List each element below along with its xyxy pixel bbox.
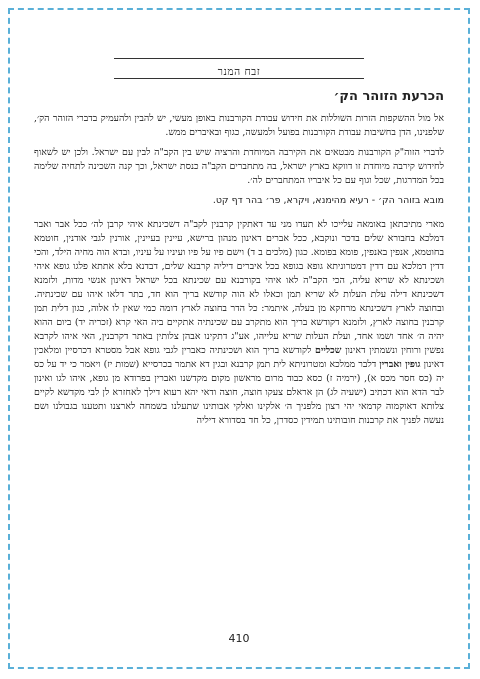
page-frame (8, 8, 470, 669)
section-title: הכרעת הזוהר הק׳ (333, 89, 444, 104)
paragraph-intro: אל מול ההשקפות הזרות השוללות את חידוש עבודת הקורבנות באופן מעשי, יש להבין ולהעמיק בדברי הזוהר הק׳, שלפנינו, הדן בחשיבות עבודת הקורבנות בפועל ולמעשה, כגוף ובאיברים ממש. (34, 113, 444, 138)
page-number: 410 (228, 632, 250, 645)
main-content (34, 90, 444, 434)
header-rule-top (114, 58, 364, 59)
zohar-quote-bold-2: גופין ואברין (379, 359, 421, 370)
zohar-quote-text-3: דלבר ממלכא ומטרוניתא לית תמן קרבנא ובגין דא אתמר בכרסייא (שמות יז) ויאמר כי יד על כס יה (כס חסר מכס א), (ירמיה ז) כסא כבוד מרום מראשון מקום מקדשנו ואברין בפרודא מן גופא, איהו לגו ואינון לבר הדא הוא דכתיב (ישעיה לג) הן אראלם צעקו חוצה, חוצה ודאי יהא רעוא דילך לאחזרא לן לבי מקדשא לקיים צלותא דאוקמוה קדמאי יהי רצון מלפניך ה׳ אלקינו ואלקי אבותינו שתעלנו בשמחה לארצנו ותטענו בגבולנו ושם נעשה לפניך את קרבנות חובותינו תמידין כסדרן, כל חד בסדורא דיליה (34, 359, 444, 426)
zohar-quote-text-2: לקודשא בריך הוא ושכינתיה כאברין לגבי גופא אבל מסטרא דכרסיין ומלאכין דאינון (34, 345, 445, 370)
running-head-text: זבח המנר (217, 66, 261, 78)
paragraph-explanation: לדברי הזוה"ק הקורבנות מבטאים את הקירבה המיוחדת והרציה שיש בין הקב"ה לבין עם ישראל. ולכן יש לשאוף לחידוש קירבה מיוחדת זו דווקא בארץ ישראל, בה מתחברים הקב"ה כנסת ישראל, וכך קנה השכינה לתחיה שלימה בכל המדרגות, שכל וגוף עם כל איבריו המתחברים לה׳. (34, 147, 444, 186)
header-rule-bottom (114, 78, 364, 79)
zohar-quote-bold-1: שכליים (315, 345, 342, 356)
zohar-quote-text-1: מארי מתיבתאן באומאה עלייכו לא תעדו מני עד דאתקין קרבנין לקב"ה דשכינתא איהי קרבן לה׳ ככל אבר ואבר דמלכא בחבורא שלים בדכר ונוקבא, ככל אברים דאינון מנהון ברישא, עיינין בעיינין, אורנין לגבי אודנין, חוטמא בחוטמא, אנפין באנפין, פומא בפומא. כגון (מלכים ב ד) וישם פיו על פיו ועיניו על עיניו, ובדא הוה מחיה הילד, והכי דדין דמלכא עם דדין דמטרוניתא גופא בגופא בכל איברים דיליה קרבנא שלים, דבדנא בלא אתתא פלגו גופא איהי ושכינתא לא שריא עליה, הכי הקב"ה לאו איהי בקורבנא עם שכינתא בכל ישראל דאינון אנשי מדות, ולזמנא דשכינתא דילה עלת העלות לא שריא תמן וכאלו לא הוה קודשא בריך הוא חד, בתר דלאו איהו עם שכינתיה. ובחוצה לארץ דשכינתא מרחקא מן בעלה, איתמר: כל הדר בחוצה לארץ דומה כמי שאין לו אלוה, כגון דלית תמן קרבנין בחוצה לארץ, ולזמנא דקודשא בריך הוא מתקרב עם שכינתיה אתקיים ביה האי קרא (זכריה יד) ביום ההוא יהיה ה׳ אחד ושמו אחד, ועלת העלות שריא עלייהו, אע"ג דתקינו אבהן צלותין באתר דקרבנין, האי איהו לקרבא נפשין ורוחין ונשמתין דאינון (34, 219, 444, 356)
running-head (10, 60, 468, 79)
paragraph-zohar-quote (34, 218, 444, 428)
source-reference: מובא בזוהר הק׳ - רעיא מהימנא, ויקרא, פר׳ בהר דף קט. (212, 195, 444, 206)
